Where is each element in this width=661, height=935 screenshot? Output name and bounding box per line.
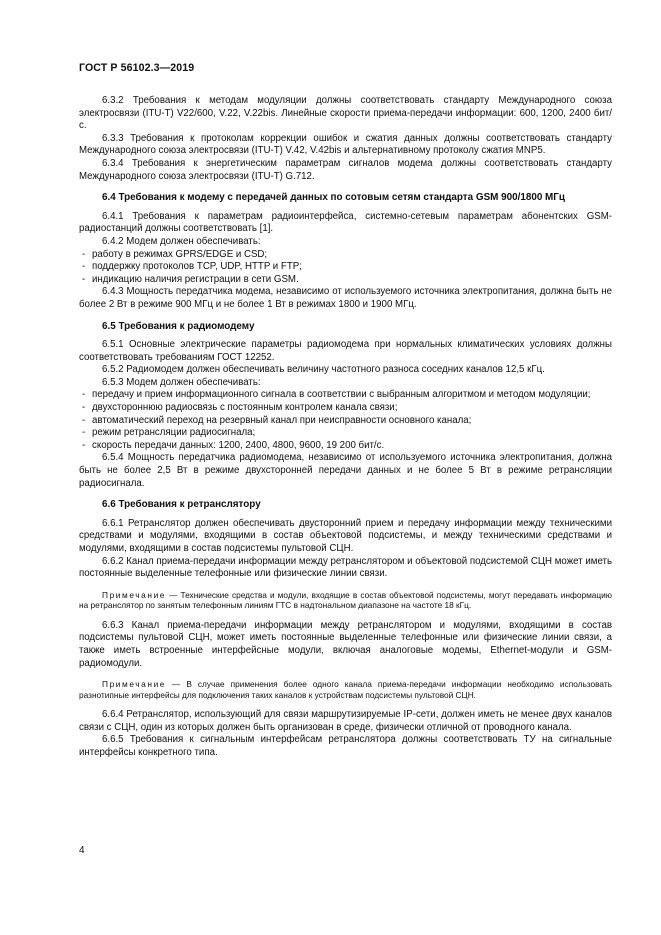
paragraph-6-5-3: 6.5.3 Модем должен обеспечивать: (102, 376, 261, 388)
paragraph-6-6-1: 6.6.1 Ретранслятор должен обеспечивать двусторонний прием и передачу информации между техническими средствами и модулями, входящими в состав объектовой подсистемы, и между техническими средствами и модулями, входящими в состав подсистемы пультовой СЦН. (79, 517, 612, 554)
note-label: Примечание (102, 679, 167, 690)
paragraph-6-5-4: 6.5.4 Мощность передатчика радиомодема, независимо от используемого источника электропитания, должна быть не более 2,5 Вт в режиме двухсторонней передачи данных и не более 5 Вт в режиме ретрансляции радиосигнала. (79, 452, 612, 489)
list-item: - скорость передачи данных: 1200, 2400, 4800, 9600, 19 200 бит/с. (82, 439, 385, 451)
list-item: - двухстороннюю радиосвязь с постоянным контролем канала связи; (82, 402, 398, 414)
list-item: - работу в режимах GPRS/EDGE и CSD; (82, 248, 268, 260)
note-text: — Технические средства и модули, входящие в состав объектовой подсистемы, могут передавать информацию на ретранслятор по занятым телефонным линиям ГТС в надтональном диапазоне на частоте 18 кГц. (79, 589, 612, 611)
paragraph-6-6-5: 6.6.5 Требования к сигнальным интерфейсам ретранслятора должны соответствовать ТУ на сигнальные интерфейсы конкретного типа. (79, 734, 612, 758)
section-heading-6-6: 6.6 Требования к ретранслятору (102, 499, 261, 511)
page-number: 4 (79, 845, 85, 856)
note-1 (79, 590, 612, 611)
paragraph-6-4-1: 6.4.1 Требования к параметрам радиоинтерфейса, системно-сетевым параметрам абонентских GSM-радиостанций должны соответствовать [1]. (79, 210, 612, 235)
section-heading-6-5: 6.5 Требования к радиомодему (102, 320, 255, 332)
paragraph-6-6-2: 6.6.2 Канал приема-передачи информации между ретранслятором и объектовой подсистемой СЦН может иметь постоянные выделенные телефонные или физические линии связи. (79, 555, 612, 580)
note-text: — В случае применения более одного канала приема-передачи информации необходимо использовать разнотипные интерфейсы для подключения таких каналов к устройствам подсистемы пультовой СЦН. (79, 679, 612, 700)
document-body (79, 95, 612, 760)
list-dash: - (82, 248, 86, 260)
list-item: - режим ретрансляции радиосигнала; (82, 427, 256, 439)
list-dash: - (82, 414, 86, 426)
list-item: - индикацию наличия регистрации в сети GSM. (82, 273, 299, 285)
list-dash: - (82, 439, 86, 451)
paragraph-6-6-4: 6.6.4 Ретранслятор, использующий для связи маршрутизируемые IP-сети, должен иметь не менее двух каналов связи с СЦН, один из которых должен быть организован в среде, физически отличной от проводного канала. (79, 709, 612, 733)
list-dash: - (82, 402, 86, 414)
list-dash: - (82, 261, 86, 273)
note-label: Примечание (102, 589, 167, 600)
paragraph-6-6-3: 6.6.3 Канал приема-передачи информации между ретранслятором и модулями, входящими в состав подсистемы пультовой СЦН, может иметь постоянные выделенные телефонные или физические линии связи, а также иметь встроенные интерфейсные модули, включая аналоговые модемы, Ethernet-модули и GSM-радиомодули. (79, 619, 612, 669)
paragraph-6-3-3: 6.3.3 Требования к протоколам коррекции ошибок и сжатия данных должны соответствовать стандарту Международного союза электросвязи (ITU-T) V.42, V.42bis и альтернативному протоколу сжатия MNP5. (79, 132, 612, 157)
list-item: - автоматический переход на резервный канал при неисправности основного канала; (82, 414, 472, 426)
list-dash: - (82, 427, 86, 439)
paragraph-6-3-2: 6.3.2 Требования к методам модуляции должны соответствовать стандарту Международного союза электросвязи (ITU-T) V22/600, V.22, V.22bis. Линейные скорости приема-передачи информации: 600, 1200, 2400 бит/с. (79, 95, 612, 132)
list-item: - передачу и прием информационного сигнала в соответствии с выбранным алгоритмом и методом модуляции; (82, 389, 591, 401)
note-2 (79, 679, 612, 700)
list-dash: - (82, 389, 86, 401)
paragraph-6-5-1: 6.5.1 Основные электрические параметры радиомодема при нормальных климатических условиях должны соответствовать требованиям ГОСТ 12252. (79, 339, 612, 363)
paragraph-6-4-2: 6.4.2 Модем должен обеспечивать: (102, 235, 261, 247)
section-heading-6-4: 6.4 Требования к модему с передачей данных по сотовым сетям стандарта GSM 900/1800 МГц (102, 192, 565, 204)
paragraph-6-5-2: 6.5.2 Радиомодем должен обеспечивать величину частотного разноса соседних каналов 12,5 кГц. (102, 364, 545, 376)
paragraph-6-4-3: 6.4.3 Мощность передатчика модема, независимо от используемого источника электропитания, должна быть не более 2 Вт в режиме 900 МГц и не более 1 Вт в режимах 1800 и 1900 МГц. (79, 286, 612, 310)
list-item: - поддержку протоколов TCP, UDP, HTTP и FTP; (82, 261, 302, 273)
paragraph-6-3-4: 6.3.4 Требования к энергетическим параметрам сигналов модема должны соответствовать стандарту Международного союза электросвязи (ITU-T) G.712. (79, 157, 612, 182)
list-dash: - (82, 273, 86, 285)
document-standard-id: ГОСТ Р 56102.3—2019 (79, 62, 195, 74)
